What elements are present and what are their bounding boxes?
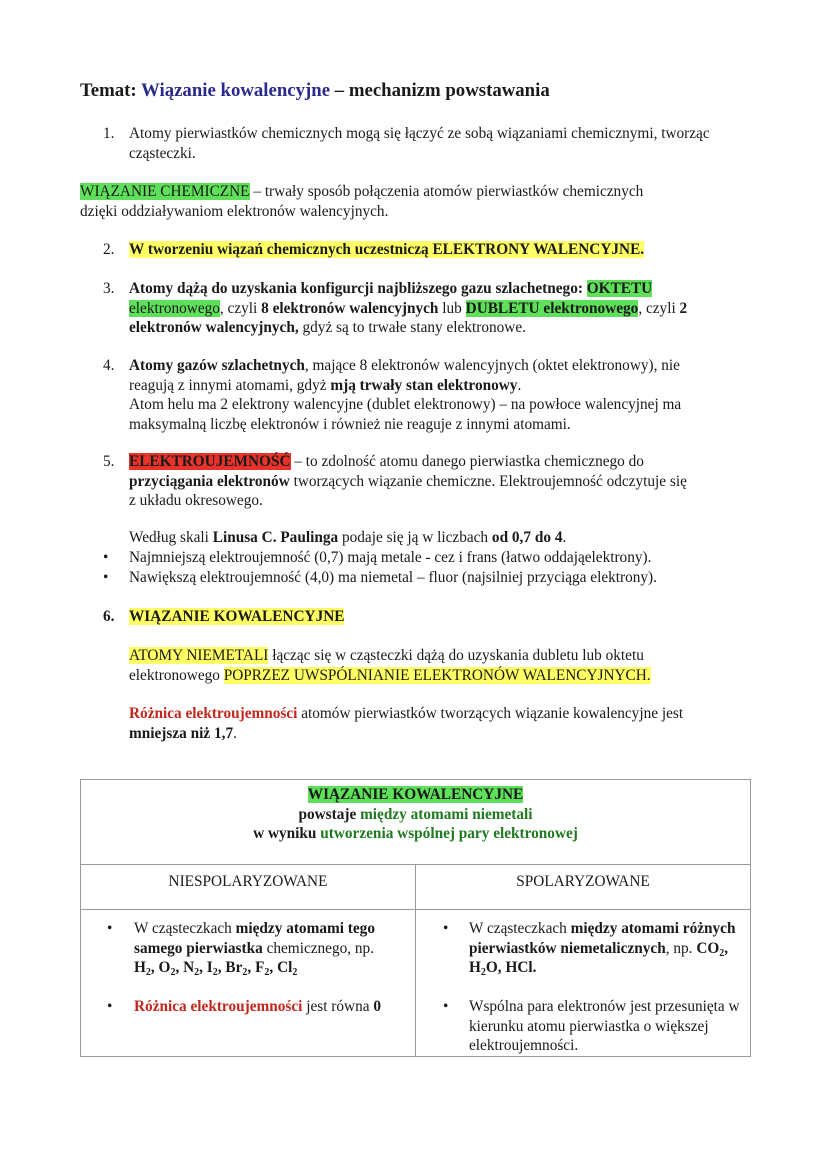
item3-b2a: 2: [679, 299, 688, 317]
covalent-bond-table: [80, 779, 751, 1057]
right-b1-t1: W cząsteczkach: [469, 920, 571, 937]
right-b1-t2: , np.: [665, 939, 697, 957]
nonpolar-formulas: $H_2$, $O_2$, $N_2$, $I_2$, $Br_2$, $F_2$, $Cl_2$: [134, 959, 298, 979]
polar-cell: [416, 910, 751, 1057]
nonpolar-bullet2: [134, 997, 409, 1017]
table-line2-g: między atomami niemetali: [360, 805, 533, 823]
nonpolar-cell: [81, 910, 416, 1057]
item4-t3: .: [517, 376, 522, 394]
item6-title-text: WIĄZANIE KOWALENCYJNE: [129, 608, 345, 625]
item2-highlight: W tworzeniu wiązań chemicznych uczestniczą ELEKTRONY WALENCYJNE.: [129, 241, 645, 258]
item3-intro: Atomy dążą do uzyskania konfigurcji najbliższego gazu szlachetnego:: [129, 280, 583, 297]
left-b2-b1: 0: [373, 998, 381, 1015]
item3-text: [129, 279, 754, 338]
item4-b1: Atomy gazów szlachetnych: [129, 357, 305, 374]
item5-scale: [129, 528, 754, 548]
item6-p1-t2: elektronowego: [129, 666, 224, 684]
col2-label: SPOLARYZOWANE: [516, 873, 650, 890]
item5-number: 5.: [103, 453, 115, 470]
definition-paragraph: [80, 182, 760, 221]
nonpolar-bullet1: [134, 919, 409, 978]
table-line3-b: w wyniku: [253, 825, 321, 843]
item5-t3: z układu okresowego.: [129, 492, 263, 510]
item3-b2b: elektronów walencyjnych,: [129, 319, 299, 337]
item4-line4: maksymalną liczbę elektronów i również nie reaguje z innymi atomami.: [129, 415, 571, 433]
item4-line3: Atom helu ma 2 elektrony walencyjne (dublet elektronowy) – na powłoce walencyjnej ma: [129, 396, 682, 414]
item4-b2: mją trwały stan elektronowy: [330, 376, 518, 394]
bullet-icon: •: [107, 920, 113, 937]
item4-t1: , mające 8 elektronów walencyjnych (oktet elektronowy), nie: [304, 357, 680, 374]
item5-bullet2: Nawiększą elektroujemność (4,0) ma niemetal – fluor (najsilniej przyciąga elektrony).: [129, 569, 657, 586]
title-topic: Wiązanie kowalencyjne: [141, 80, 331, 101]
item6-red: Różnica elektroujemności: [129, 705, 298, 722]
polar-formulas: $CO_2$, $H_2O$, HCl.: [469, 939, 729, 979]
page-title: [80, 79, 550, 103]
item3-number: 3.: [103, 280, 115, 297]
left-b2-red: Różnica elektroujemności: [134, 998, 303, 1015]
item6-paragraph1: [129, 646, 754, 685]
item1-text: Atomy pierwiastków chemicznych mogą się łączyć ze sobą wiązaniami chemicznymi, tworząc cząsteczki.: [129, 125, 710, 162]
item3-dubletu: DUBLETU elektronowego: [465, 299, 639, 317]
item4-t2: reagują z innymi atomami, gdyż: [129, 376, 331, 394]
item5-t1: – to zdolność atomu danego pierwiastka chemicznego do: [290, 453, 644, 470]
table-line3-g: utworzenia wspólnej pary elektronowej: [320, 825, 578, 843]
item6-p1-t1: łącząc się w cząsteczki dążą do uzyskania dubletu lub oktetu: [268, 647, 644, 664]
item2-number: 2.: [103, 241, 115, 258]
item3-oktetu: OKTETU: [586, 280, 653, 297]
item3-t4: gdyż są to trwałe stany elektronowe.: [298, 319, 526, 337]
bullet-icon: •: [103, 569, 109, 586]
left-b1-t1: W cząsteczkach: [134, 920, 236, 937]
item6-hl1: ATOMY NIEMETALI: [129, 647, 269, 664]
table-line2-b: powstaje: [298, 805, 361, 823]
item6-paragraph2: [129, 704, 754, 743]
item6-p2-t1: atomów pierwiastków tworzących wiązanie kowalencyjne jest: [297, 705, 684, 722]
item6-hl2: POPRZEZ UWSPÓLNIANIE ELEKTRONÓW WALENCYJNYCH.: [223, 666, 651, 684]
item2-text: [129, 240, 754, 260]
item3-t1: , czyli: [219, 299, 262, 317]
bullet-icon: •: [107, 998, 113, 1015]
item5-b1: przyciągania elektronów: [129, 472, 290, 490]
title-suffix: – mechanizm powstawania: [334, 80, 550, 101]
definition-line2: dzięki oddziaływaniom elektronów walencyjnych.: [80, 202, 389, 220]
bullet-icon: •: [103, 549, 109, 566]
item5-bullet1: Najmniejszą elektroujemność (0,7) mają metale - cez i frans (łatwo oddająelektrony).: [129, 549, 652, 566]
item4-number: 4.: [103, 357, 115, 374]
item3-oktetu-cont: elektronowego: [129, 299, 220, 317]
column-header-nonpolar: [81, 865, 416, 910]
definition-term: WIĄZANIE CHEMICZNE: [80, 183, 250, 200]
definition-line1: – trwały sposób połączenia atomów pierwiastków chemicznych: [249, 183, 644, 200]
item5-term: ELEKTROUJEMNOŚĆ: [129, 453, 291, 470]
scale-b1: Linusa C. Paulinga: [212, 529, 339, 546]
scale-t1: Według skali: [129, 529, 213, 546]
item3-t2: lub: [438, 299, 466, 317]
polar-bullet1: [469, 919, 744, 978]
table-title: WIĄZANIE KOWALENCYJNE: [307, 786, 524, 803]
item6-num-text: 6.: [103, 608, 115, 625]
scale-t3: .: [562, 529, 567, 546]
item5-text: [129, 452, 754, 511]
item6-p2-b1: mniejsza niż 1,7: [129, 724, 234, 742]
table-header: [81, 780, 751, 865]
bullet-icon: •: [443, 998, 449, 1015]
scale-b2: od 0,7 do 4: [491, 529, 563, 546]
col1-label: NIESPOLARYZOWANE: [168, 873, 328, 890]
item4-text: [129, 356, 754, 434]
item6-number: [103, 607, 114, 627]
item6-p2-t2: .: [233, 724, 237, 742]
bullet-icon: •: [443, 920, 449, 937]
item1-number: 1.: [103, 125, 115, 142]
item3-b1: 8 elektronów walencyjnych: [261, 299, 439, 317]
title-prefix: Temat:: [80, 80, 137, 101]
item6-title: [129, 607, 754, 627]
left-b1-t2: chemicznego, np.: [262, 939, 375, 957]
item5-t2: tworzących wiązanie chemiczne. Elektroujemność odczytuje się: [289, 472, 687, 490]
polar-bullet2: Wspólna para elektronów jest przesunięta w kierunku atomu pierwiastka o większej elektroujemności.: [469, 998, 740, 1055]
left-b1-b1: między atomami tego samego pierwiastka: [134, 920, 375, 957]
column-header-polar: [416, 865, 751, 910]
left-b2-t1: jest równa: [302, 998, 374, 1015]
right-b1-b1: między atomami różnych pierwiastków niemetalicznych: [469, 920, 736, 957]
scale-t2: podaje się ją w liczbach: [338, 529, 492, 546]
item3-t3: , czyli: [638, 299, 680, 317]
